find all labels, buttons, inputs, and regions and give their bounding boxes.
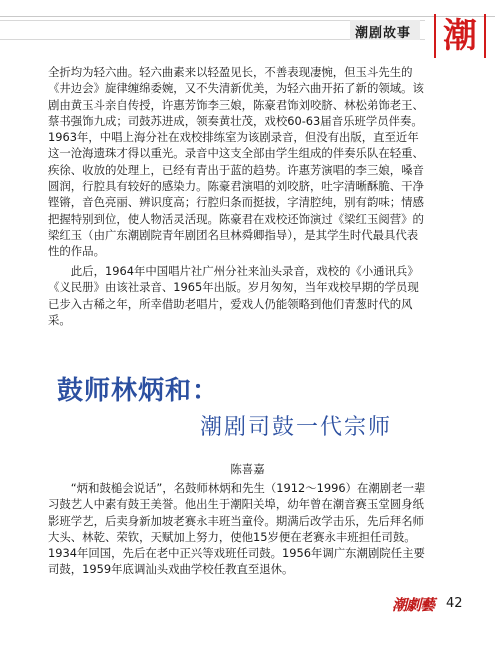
section-title: 潮剧故事 bbox=[355, 26, 412, 41]
magazine-logo: 潮劇藝 bbox=[392, 596, 435, 614]
headline-title: 鼓师林炳和： bbox=[57, 376, 220, 406]
author-byline: 陈喜嘉 bbox=[230, 462, 265, 476]
article-paragraph: 此后，1964年中国唱片社广州分社来汕头录音，戏校的《小通讯兵》 《义民册》由该社录音、1965年出版。岁月匆匆，当年戏校早期的学员现 已步入古稀之年，所幸借助老唱片，爱戏人仍能领略到他们青葱时代的风 采。 bbox=[48, 264, 419, 327]
headline-subtitle: 潮剧司鼓一代宗师 bbox=[200, 415, 393, 440]
section-mark-logo: 潮 bbox=[434, 14, 486, 58]
article-paragraph: 全折均为轻六曲。轻六曲素来以轻盈见长，不善表现凄惋，但玉斗先生的 《井边会》旋律缠绵委婉，又不失清新优美，为轻六曲开拓了新的领域。该 剧由黄玉斗亲自传授，许惠芳饰李三娘，陈豪君饰刘咬脐、林松弟饰老王、 蔡书强饰九成；司鼓苏进成，领奏黄壮茂，戏校60-63届音乐班学员伴奏。 1963年，中唱上海分社在戏校排练室为该剧录音，但没有出版，直至近年 这一沧海遗珠才得以重光。录音中这支全部由学生组成的伴奏乐队在轻重、 疾徐、收放的处理上，已经有青出于蓝的趋势。许惠芳演唱的李三娘，嗓音 圆润，行腔具有较好的感染力。陈豪君演唱的刘咬脐，吐字清晰酥脆、干净 铿锵，音色亮丽、辨识度高；行腔归条而挺拔，字清腔纯，别有韵味；情感 把握特别到位，使人物活灵活现。陈豪君在戏校还饰演过《梁红玉阅营》的 梁红玉（由广东潮剧院青年剧团名旦林舜卿指导），是其学生时代最具代表 性的作品。 bbox=[48, 65, 424, 259]
header-rule bbox=[0, 16, 495, 17]
page-number: 42 bbox=[446, 596, 463, 611]
article-paragraph: “炳和鼓槌会说话”，名鼓师林炳和先生（1912～1996）在潮剧老一辈 习鼓艺人中素有鼓王美誉。他出生于潮阳关埠，幼年曾在潮音赛玉堂圆身纸 影班学艺，后卖身新加坡老赛永丰班当童伶。期满后改学击乐，先后拜名师 大头、林乾、荣钦，天赋加上努力，使他15岁便在老赛永丰班担任司鼓。 1934年回国，先后在老中正兴等戏班任司鼓。1956年调广东潮剧院任主要 司鼓，1959年底调汕头戏曲学校任教直至退休。 bbox=[48, 481, 426, 577]
